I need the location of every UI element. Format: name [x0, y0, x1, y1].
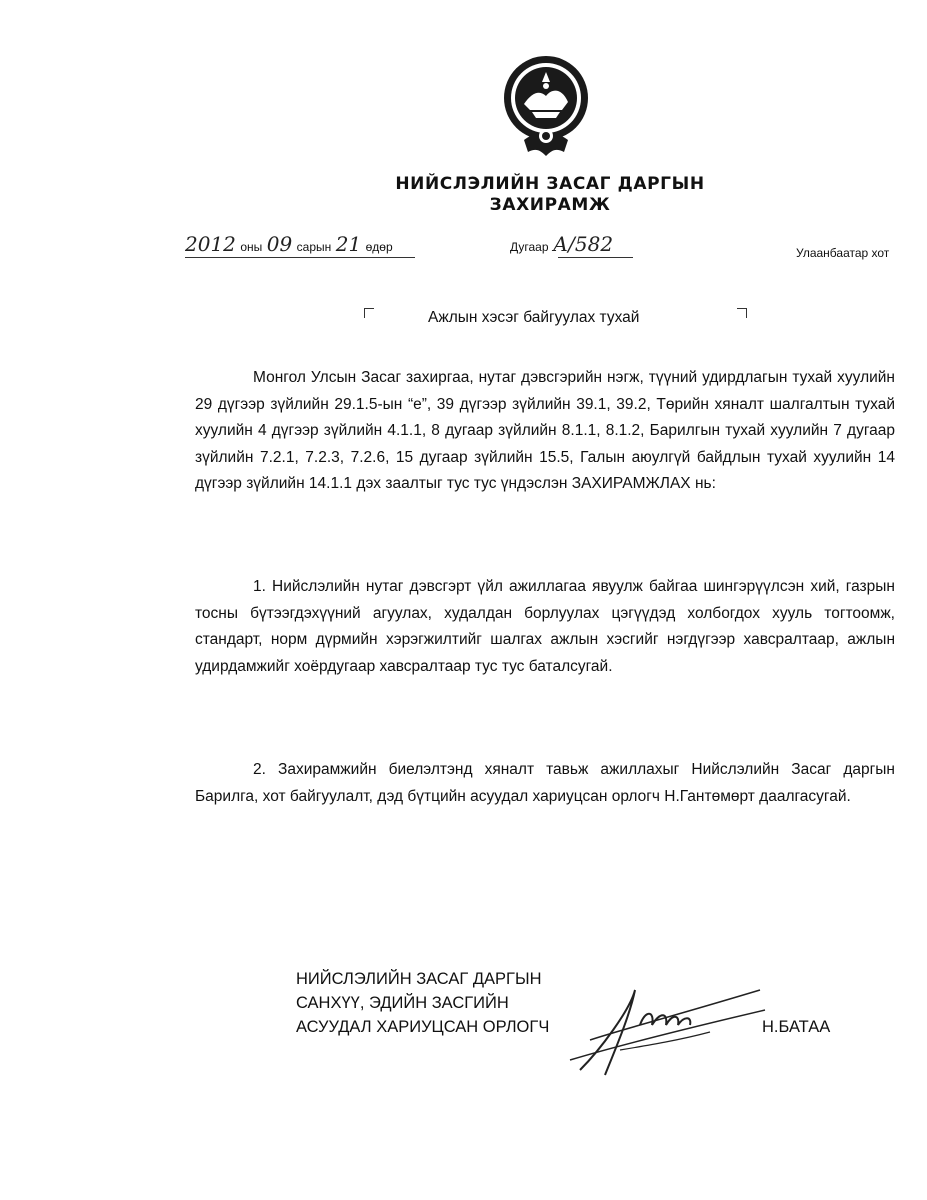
bracket-left: [364, 308, 374, 318]
title-line-2: ЗАХИРАМЖ: [489, 195, 611, 215]
number-label: Дугаар: [510, 240, 549, 254]
state-emblem-icon: [502, 52, 590, 160]
date-year: 2012: [185, 232, 236, 256]
date-month: 09: [266, 232, 293, 256]
date-day: 21: [335, 232, 362, 256]
handwritten-signature: [560, 970, 770, 1090]
bracket-right: [737, 308, 747, 318]
signatory-name: Н.БАТАА: [762, 1018, 831, 1036]
number-underline: [558, 257, 633, 258]
number-value: А/582: [552, 232, 614, 256]
date-line: [185, 232, 393, 256]
signatory-position: [296, 967, 549, 1039]
city: Улаанбаатар хот: [796, 246, 890, 260]
title-line-1: НИЙСЛЭЛИЙН ЗАСАГ ДАРГЫН: [395, 174, 705, 194]
position-line-2: САНХҮҮ, ЭДИЙН ЗАСГИЙН: [296, 994, 509, 1012]
date-month-suffix: сарын: [296, 240, 332, 254]
date-underline: [185, 257, 415, 258]
document-subject: Ажлын хэсэг байгуулах тухай: [428, 309, 640, 326]
document-title: [300, 174, 800, 216]
date-year-suffix: оны: [240, 240, 263, 254]
decision-item-1: 1. Нийслэлийн нутаг дэвсгэрт үйл ажиллагаа явуулж байгаа шингэрүүлсэн хий, газрын тосны бүтээгдэхүүний агуулах, худалдан борлуулах цэгүүдэд холбогдох хууль тогтоомж, стандарт, норм дүрмийн хэрэгжилтийг шалгах ажлын хэсгийг нэгдүгээр хавсралтаар, ажлын удирдамжийг хоёрдугаар хавсралтаар тус тус баталсугай.: [195, 578, 895, 675]
document-number: [510, 232, 613, 256]
intro-paragraph: Монгол Улсын Засаг захиргаа, нутаг дэвсгэрийн нэгж, түүний удирдлагын тухай хуулийн 29 дүгээр зүйлийн 29.1.5-ын “е”, 39 дүгээр зүйлийн 39.1, 39.2, Төрийн хяналт шалгалтын тухай хуулийн 4 дүгээр зүйлийн 4.1.1, 8 дугаар зүйлийн 8.1.1, 8.1.2, Барилгын тухай хуулийн 7 дугаар зүйлийн 7.2.1, 7.2.3, 7.2.6, 15 дугаар зүйлийн 15.5, Галын аюулгүй байдлын тухай хуулийн 14 дүгээр зүйлийн 14.1.1 дэх заалтыг тус тус үндэслэн ЗАХИРАМЖЛАХ нь:: [195, 369, 895, 492]
position-line-1: НИЙСЛЭЛИЙН ЗАСАГ ДАРГЫН: [296, 970, 542, 988]
date-day-suffix: өдөр: [365, 240, 393, 254]
decision-item-2: 2. Захирамжийн биелэлтэнд хяналт тавьж ажиллахыг Нийслэлийн Засаг даргын Барилга, хот байгуулалт, дэд бүтцийн асуудал хариуцсан орлогч Н.Гантөмөрт даалгасугай.: [195, 761, 895, 805]
position-line-3: АСУУДАЛ ХАРИУЦСАН ОРЛОГЧ: [296, 1018, 550, 1036]
